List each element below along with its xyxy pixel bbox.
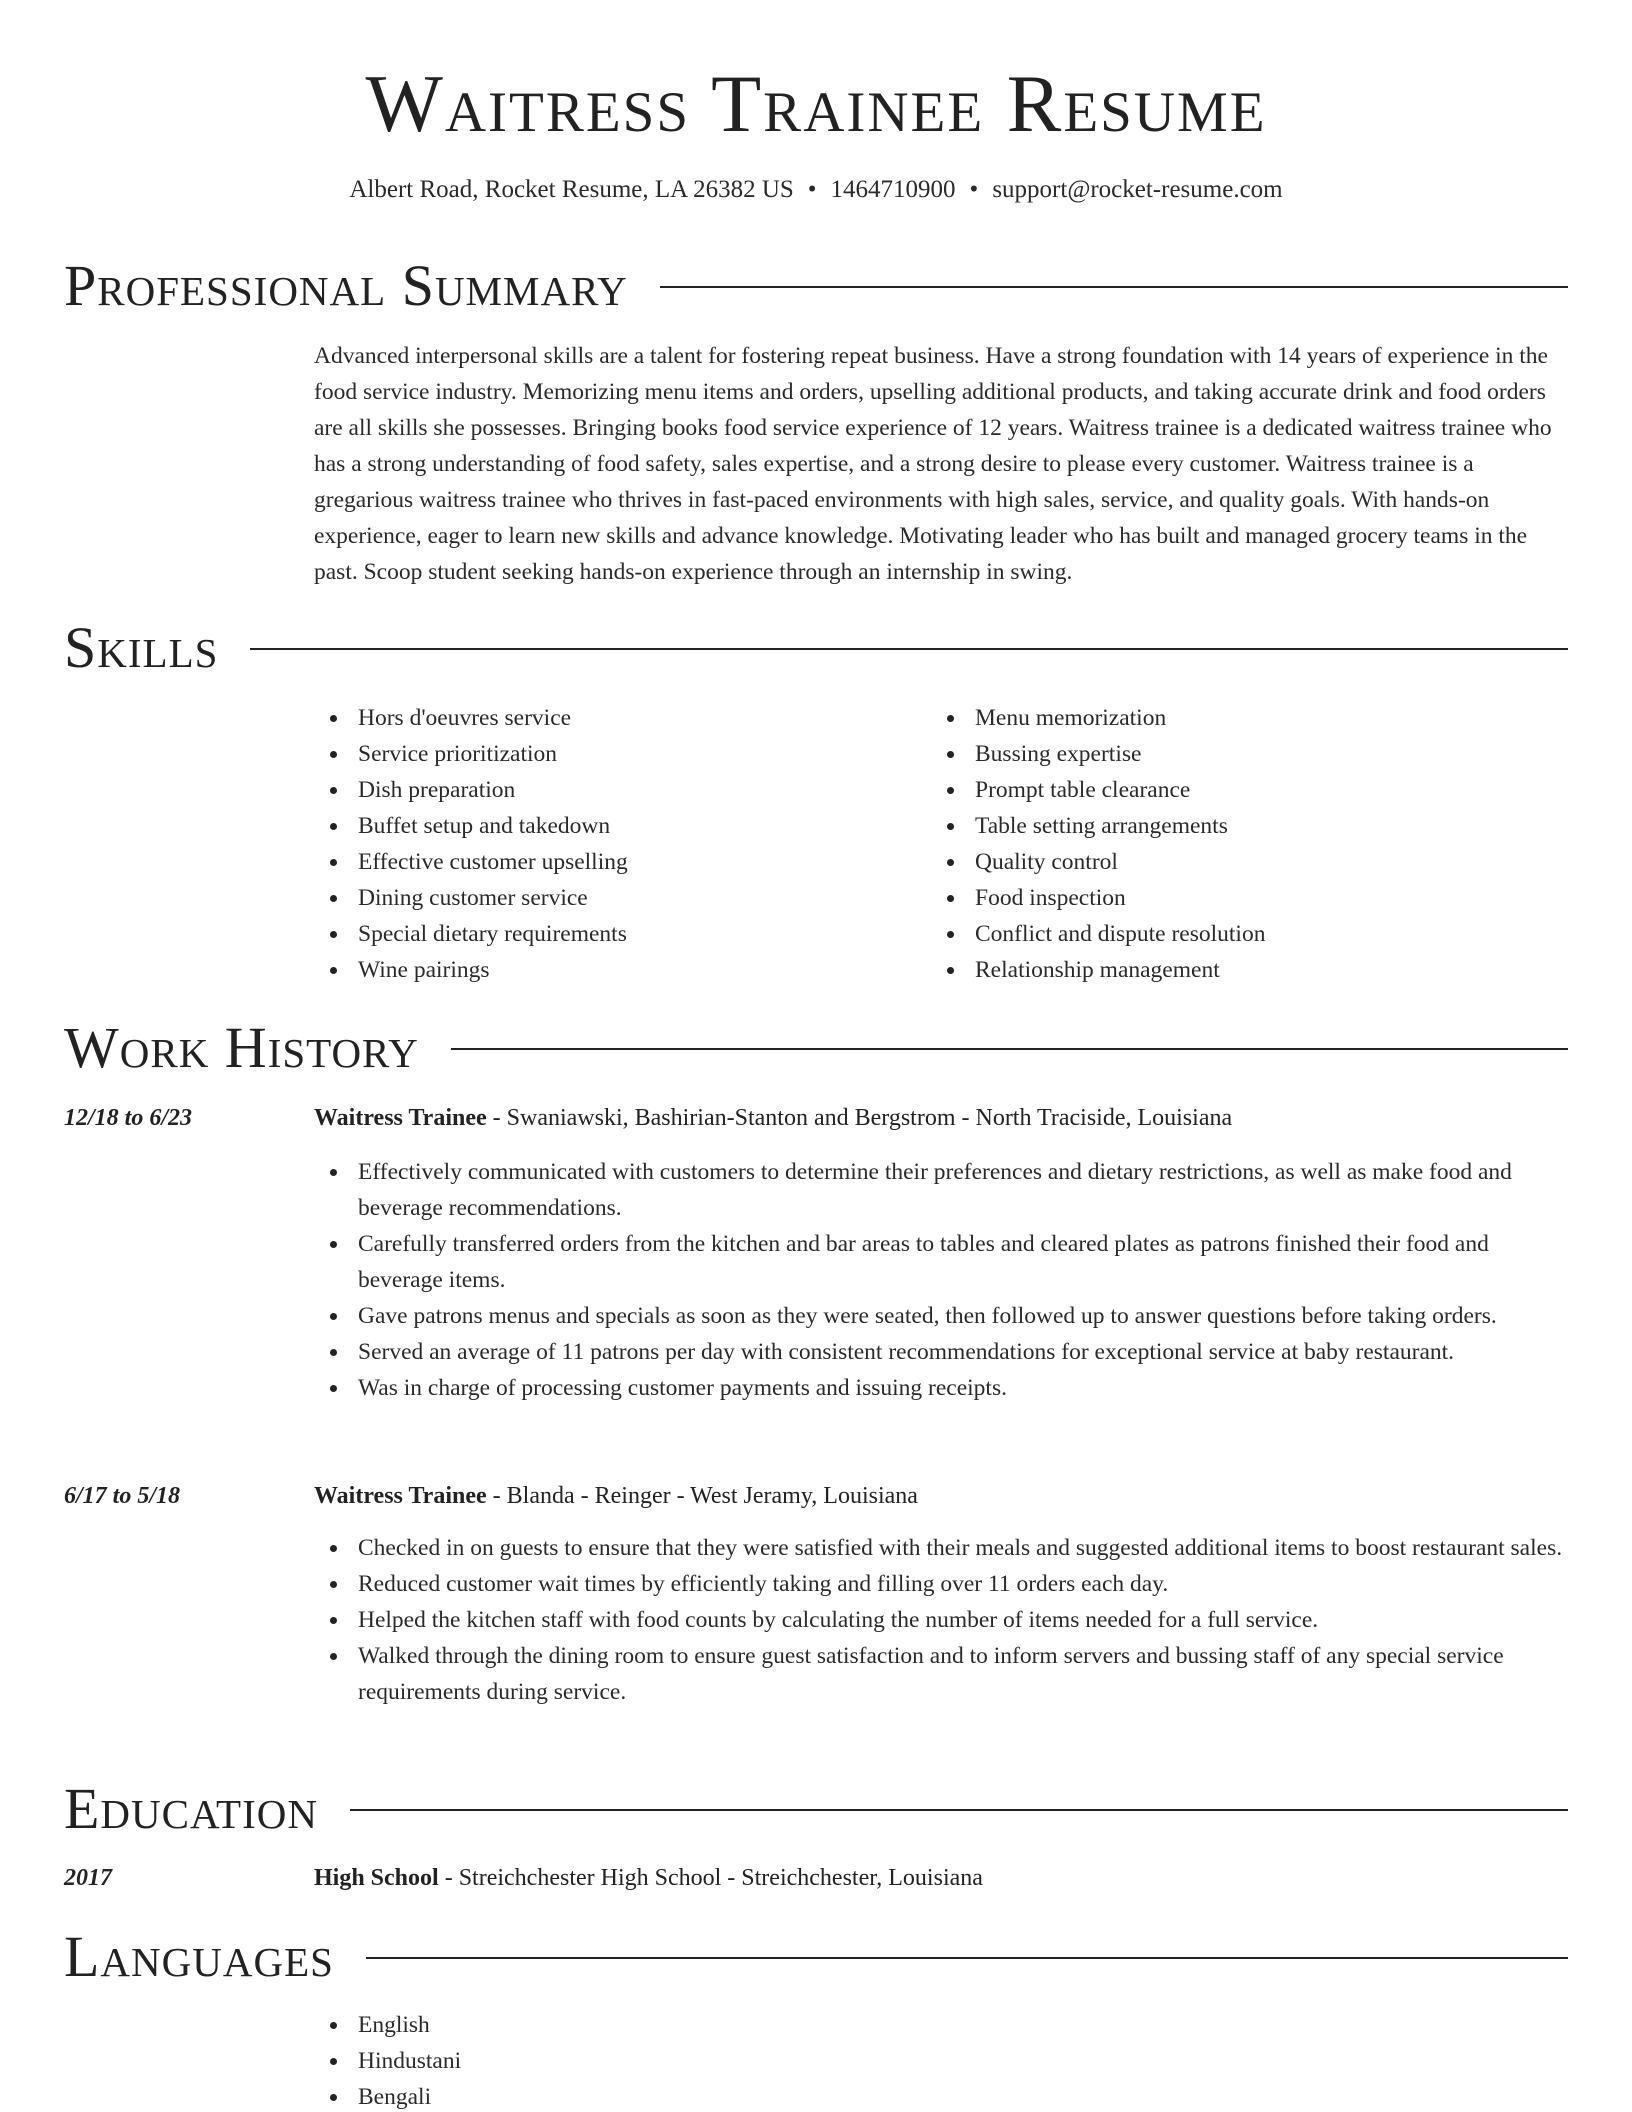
skill-item: Quality control xyxy=(931,844,1548,880)
contact-line xyxy=(0,174,1632,206)
skill-item: Table setting arrangements xyxy=(931,808,1548,844)
skill-item: Menu memorization xyxy=(931,700,1548,736)
contact-address: Albert Road, Rocket Resume, LA 26382 US xyxy=(349,176,794,203)
job-employer: - Blanda - Reinger - West Jeramy, Louisiana xyxy=(486,1483,918,1509)
job-bullet: Was in charge of processing customer payments and issuing receipts. xyxy=(314,1370,1568,1406)
job-bullet: Effectively communicated with customers to determine their preferences and dietary restrictions, as well as make food and beverage recommendations. xyxy=(314,1154,1568,1226)
education-school: - Streichchester High School - Streichchester, Louisiana xyxy=(438,1865,983,1891)
contact-separator: • xyxy=(807,176,817,203)
job-bullet: Checked in on guests to ensure that they were satisfied with their meals and suggested additional items to boost restaurant sales. xyxy=(314,1530,1568,1566)
job-bullet: Reduced customer wait times by efficiently taking and filling over 11 orders each day. xyxy=(314,1566,1568,1602)
section-title-work: Work History xyxy=(64,1015,419,1080)
job-bullet: Gave patrons menus and specials as soon as they were seated, then followed up to answer questions before taking orders. xyxy=(314,1298,1568,1334)
skill-item: Buffet setup and takedown xyxy=(314,808,931,844)
contact-phone: 1464710900 xyxy=(830,176,956,203)
section-heading-work xyxy=(64,1016,1568,1080)
contact-email: support@rocket-resume.com xyxy=(992,176,1283,203)
resume-title: Waitress Trainee Resume xyxy=(365,58,1267,149)
skill-item: Relationship management xyxy=(931,952,1548,988)
skill-item: Effective customer upselling xyxy=(314,844,931,880)
job-bullet: Carefully transferred orders from the kitchen and bar areas to tables and cleared plates as patrons finished their food and beverage items. xyxy=(314,1226,1568,1298)
section-divider xyxy=(660,286,1568,288)
job-date: 12/18 to 6/23 xyxy=(64,1105,193,1131)
language-item: Hindustani xyxy=(314,2043,1568,2079)
section-heading-languages xyxy=(64,1925,1568,1989)
skills-list xyxy=(314,700,1568,988)
education-heading xyxy=(314,1860,1568,1896)
skill-item: Service prioritization xyxy=(314,736,931,772)
section-divider xyxy=(250,648,1568,650)
section-heading-summary xyxy=(64,254,1568,318)
job-bullet: Walked through the dining room to ensure guest satisfaction and to inform servers and bussing staff of any special service requirements during service. xyxy=(314,1638,1568,1710)
skill-item: Dining customer service xyxy=(314,880,931,916)
summary-text: Advanced interpersonal skills are a talent for fostering repeat business. Have a strong foundation with 14 years of experience in the food service industry. Memorizing menu items and orders, upselling additional products, and taking accurate drink and food orders are all skills she possesses. Bringing books food service experience of 12 years. Waitress trainee is a dedicated waitress trainee who has a strong understanding of food safety, sales expertise, and a strong desire to please every customer. Waitress trainee is a gregarious waitress trainee who thrives in fast-paced environments with high sales, service, and quality goals. With hands-on experience, eager to learn new skills and advance knowledge. Motivating leader who has built and managed grocery teams in the past. Scoop student seeking hands-on experience through an internship in swing. xyxy=(314,343,1552,585)
job-date: 6/17 to 5/18 xyxy=(64,1483,181,1509)
section-title-education: Education xyxy=(64,1776,318,1841)
contact-separator: • xyxy=(969,176,979,203)
section-title-skills: Skills xyxy=(64,615,219,680)
education-date: 2017 xyxy=(64,1865,112,1891)
skill-item: Prompt table clearance xyxy=(931,772,1548,808)
skill-item: Conflict and dispute resolution xyxy=(931,916,1548,952)
skill-item: Bussing expertise xyxy=(931,736,1548,772)
skill-item: Food inspection xyxy=(931,880,1548,916)
skills-column-right xyxy=(931,700,1548,988)
education-degree: High School xyxy=(314,1865,439,1891)
section-title-summary: Professional Summary xyxy=(64,253,628,318)
section-divider xyxy=(451,1048,1568,1050)
skill-item: Special dietary requirements xyxy=(314,916,931,952)
section-heading-education xyxy=(64,1777,1568,1841)
job-heading xyxy=(314,1478,1568,1514)
job-bullet: Served an average of 11 patrons per day with consistent recommendations for exceptional service at baby restaurant. xyxy=(314,1334,1568,1370)
section-heading-skills xyxy=(64,616,1568,680)
job-title: Waitress Trainee xyxy=(314,1483,487,1509)
section-divider xyxy=(366,1957,1568,1959)
job-bullets xyxy=(314,1530,1568,1710)
skill-item: Wine pairings xyxy=(314,952,931,988)
job-title: Waitress Trainee xyxy=(314,1105,487,1131)
skill-item: Hors d'oeuvres service xyxy=(314,700,931,736)
job-employer: - Swaniawski, Bashirian-Stanton and Bergstrom - North Traciside, Louisiana xyxy=(486,1105,1233,1131)
job-bullets xyxy=(314,1154,1568,1406)
skill-item: Dish preparation xyxy=(314,772,931,808)
languages-list xyxy=(314,2007,1568,2112)
language-item: English xyxy=(314,2007,1568,2043)
section-divider xyxy=(350,1809,1568,1811)
section-title-languages: Languages xyxy=(64,1924,334,1989)
job-bullet: Helped the kitchen staff with food counts by calculating the number of items needed for a full service. xyxy=(314,1602,1568,1638)
skills-column-left xyxy=(314,700,931,988)
language-item: Bengali xyxy=(314,2079,1568,2112)
job-heading xyxy=(314,1100,1568,1136)
